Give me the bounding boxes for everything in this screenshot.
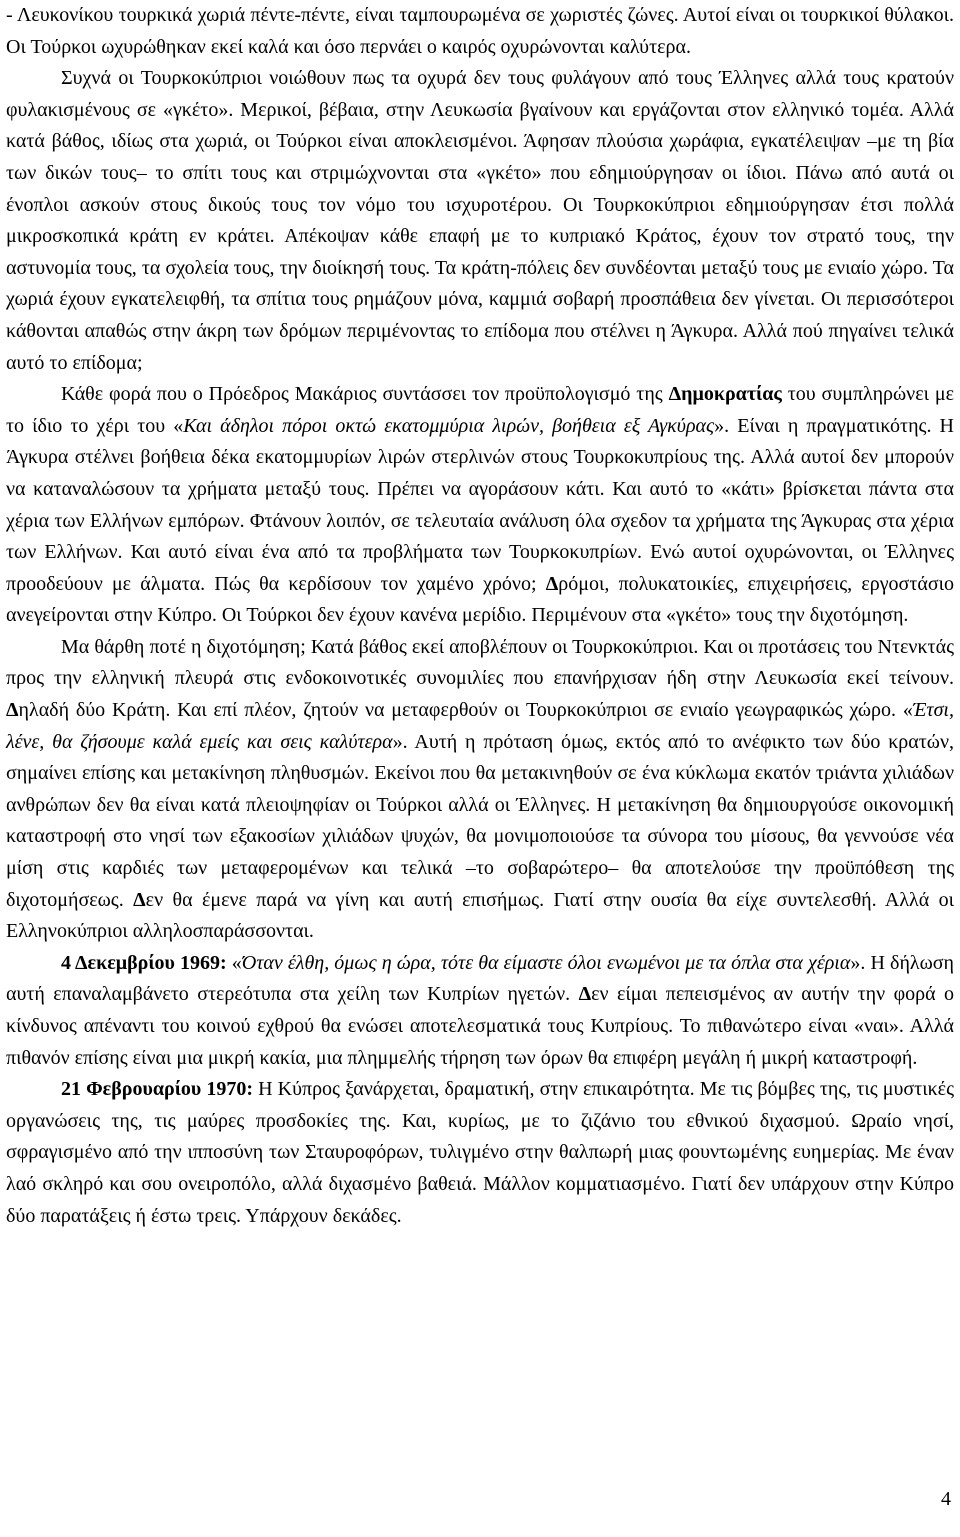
italic-quote: Και άδηλοι πόροι οκτώ εκατομμύρια λιρών, βοήθεια εξ Αγκύρας xyxy=(183,414,715,437)
bold-text: Δ xyxy=(133,888,146,911)
bold-text: Δ xyxy=(6,699,19,722)
text-run: ». Αυτή η πρόταση όμως, εκτός από το ανέφικτο των δύο κρατών, σημαίνει επίσης και μετακίνηση πληθυσμών. Εκείνοι που θα μετακινηθούν σε ένα κύκλωμα εκατόν τριάντα χιλιάδων ανθρώπων δεν θα είναι κατά πλειοψηφίαν οι Τούρκοι αλλά οι Έλληνες. Η μετακίνηση θα δημιουργούσε οικονομική καταστροφή στο νησί των εξακοσίων χιλιάδων ψυχών, θα μονιμοποιούσε τα σύνορα του μίσους, θα γεννούσε νέα μίση στις καρδιές των μεταφερομένων και τελικά –το σοβαρώτερο– θα αποτελούσε την προϋπόθεση της διχοτομήσεως. xyxy=(6,730,954,911)
text-run: ρόμοι, πολυκατοικίες, επιχειρήσεις, εργοστάσιο ανεγείρονται στην Κύπρο. Οι Τούρκοι δεν έχουν κανένα μερίδιο. Περιμένουν στα «γκέτο» τους την διχοτόμηση. xyxy=(6,572,955,627)
text-run: Συχνά οι Τουρκοκύπριοι νοιώθουν πως τα οχυρά δεν τους φυλάγουν από τους Έλληνες αλλά τους κρατούν φυλακισμένους σε «γκέτο». Μερικοί, βέβαια, στην Λευκωσία βγαίνουν και εργάζονται στον ελληνικό τομέα. Αλλά κατά βάθος, ιδίως στα χωριά, οι Τούρκοι είναι αποκλεισμένοι. Άφησαν πλούσια χωράφια, εγκατέλειψαν –με τη βία των δικών τους– το σπίτι τους και στριμώχνονται στα «γκέτο» που εδημιούργησαν οι ίδιοι. Πάνω από αυτά οι ένοπλοι ασκούν στους δικούς τους τον νόμο του ισχυροτέρου. Οι Τουρκοκύπριοι εδημιούργησαν έτσι πολλά μικροσκοπικά κράτη εν κράτει. Απέκοψαν κάθε επαφή με το κυπριακό Κράτος, έχουν τον στρατό τους, την αστυνομία τους, τα σχολεία τους, την διοίκησή τους. Τα κράτη-πόλεις δεν συνδέονται μεταξύ τους με ενιαίο χώρο. Τα χωριά έχουν εγκατελειφθή, τα σπίτια τους ρημάζουν μόνα, καμμιά σοβαρή προσπάθεια δεν γίνεται. Οι περισσότεροι κάθονται απαθώς στην άκρη των δρόμων περιμένοντας το επίδομα που στέλνει η Άγκυρα. Αλλά πού πηγαίνει τελικά αυτό το επίδομα; xyxy=(6,67,954,374)
paragraph-1 xyxy=(6,0,954,63)
text-run: ». Είναι η πραγματικότης. Η Άγκυρα στέλνει βοήθεια δέκα εκατομμυρίων λιρών στερλινών στους Τουρκοκυπρίους της. Αλλά αυτοί δεν μπορούν να καταναλώσουν τα χρήματα μεταξύ τους. Πρέπει να αγοράσουν κάτι. Και αυτό το «κάτι» βρίσκεται πάντα στα χέρια των Ελλήνων εμπόρων. Φτάνουν λοιπόν, σε τελευταία ανάλυση όλα σχεδον τα χρήματα της Άγκυρας στα χέρια των Ελλήνων. Και αυτό είναι ένα από τα προβλήματα των Τουρκοκυπρίων. Ενώ αυτοί οχυρώνονται, οι Έλληνες προοδεύουν με άλματα. Πώς θα κερδίσουν τον χαμένο χρόνο; xyxy=(6,414,954,595)
text-run: εν είμαι πεπεισμένος αν αυτήν την φορά ο κίνδυνος απέναντι του κοινού εχθρού θα ενώσει αποτελεσματικά τους Κυπρίους. Το πιθανώτερο είναι «ναι». Αλλά πιθανόν επίσης είναι μια μικρή κακία, μια πλημμελής τήρηση των όρων θα επιφέρη μεγάλη ή μικρή καταστροφή. xyxy=(6,983,954,1069)
document-body xyxy=(6,0,954,1232)
text-run: « xyxy=(226,951,242,974)
italic-quote: Έτσι, λένε, θα ζήσουμε καλά εμείς και σεις καλύτερα xyxy=(6,699,954,753)
paragraph-5 xyxy=(6,948,954,1074)
paragraph-2 xyxy=(6,63,954,379)
italic-quote: Όταν έλθη, όμως η ώρα, τότε θα είμαστε όλοι ενωμένοι με τα όπλα στα χέρια xyxy=(241,951,851,974)
paragraph-3 xyxy=(6,379,954,632)
text-run: Κάθε φορά που ο Πρόεδρος Μακάριος συντάσσει τον προϋπολογισμό της xyxy=(61,383,669,406)
bold-text: 21 Φεβρουαρίου 1970: xyxy=(61,1078,254,1101)
bold-text: Δ xyxy=(545,572,559,595)
text-run: ». Η δήλωση αυτή επαναλαμβάνετο στερεότυπα στα χείλη των Κυπρίων ηγετών. xyxy=(6,951,955,1006)
text-run: εν θα έμενε παρά να γίνη και αυτή επισήμως. Γιατί στην ουσία θα είχε συντελεσθή. Αλλά οι Ελληνοκύπριοι αλληλοσπαράσσονται. xyxy=(6,888,954,943)
text-run: του συμπληρώνει με το ίδιο το χέρι του « xyxy=(6,383,954,437)
bold-text: 4 Δεκεμβρίου 1969: xyxy=(61,951,227,974)
text-run: - Λευκονίκου τουρκικά χωριά πέντε-πέντε, είναι ταμπουρωμένα σε χωριστές ζώνες. Αυτοί είναι οι τουρκικοί θύλακοι. Οι Τούρκοι ωχυρώθηκαν εκεί καλά και όσο περνάει ο καιρός οχυρώνονται καλύτερα. xyxy=(6,4,954,58)
text-run: ηλαδή δύο Κράτη. Και επί πλέον, ζητούν να μεταφερθούν οι Τουρκοκύπριοι σε ενιαίο γεωγραφικώς χώρο. « xyxy=(18,699,913,722)
page-number: 4 xyxy=(941,1488,951,1510)
paragraph-6 xyxy=(6,1074,954,1232)
text-run: Η Κύπρος ξανάρχεται, δραματική, στην επικαιρότητα. Με τις βόμβες της, τις μυστικές οργανώσεις της, τις μαύρες προσδοκίες της. Και, κυρίως, με το ζιζάνιο του εθνικού διχασμού. Ωραίο νησί, σφραγισμένο από την ιπποσύνη των Σταυροφόρων, τυλιγμένο στην θαλπωρή μιας φουντωμένης ευημερίας. Με έναν λαό σκληρό και σου ονειροπόλο, αλλά διχασμένο βαθειά. Μάλλον κομματιασμένο. Γιατί δεν υπάρχουν στην Κύπρο δύο παρατάξεις ή έστω τρεις. Υπάρχουν δεκάδες. xyxy=(6,1078,954,1227)
paragraph-4 xyxy=(6,632,954,948)
bold-text: Δημοκρατίας xyxy=(668,383,782,406)
text-run: Μα θάρθη ποτέ η διχοτόμηση; Κατά βάθος εκεί αποβλέπουν οι Τουρκοκύπριοι. Και οι προτάσεις του Ντενκτάς προς την ελληνική πλευρά στις ενδοκοινοτικές συνομιλίες που επανήρχισαν ήδη στην Λευκωσία εκεί τείνουν. xyxy=(6,635,954,690)
bold-text: Δ xyxy=(578,983,592,1006)
